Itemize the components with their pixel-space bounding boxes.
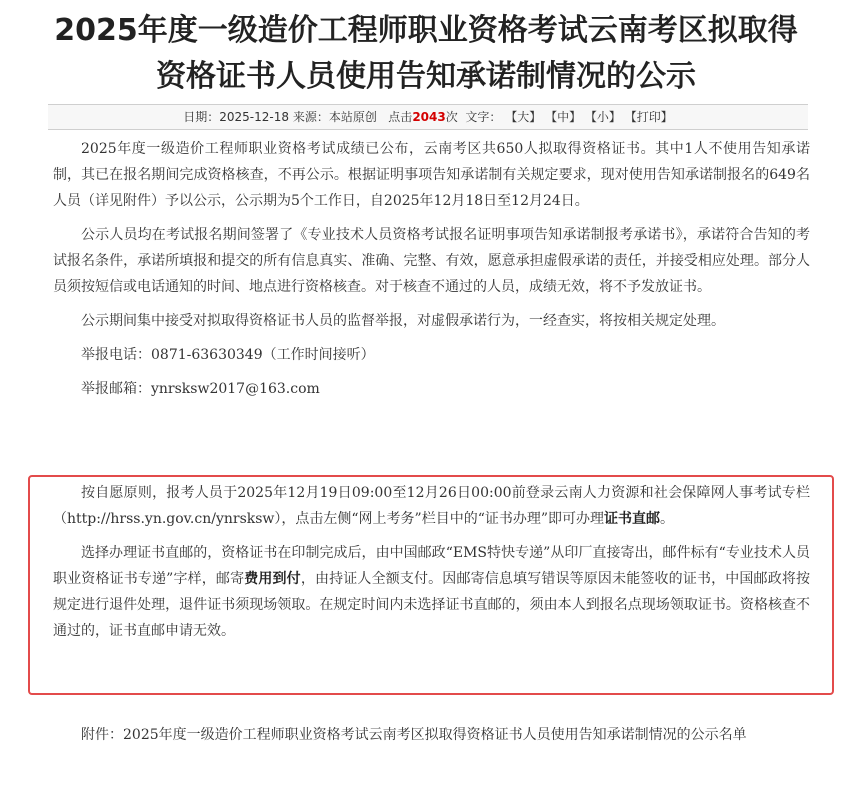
mail-details-text-a: 选择办理证书直邮的，资格证书在印制完成后，由中国邮政“EMS特快专递”从印厂直接寄出，邮件标有“专业技术人员职业资格证书专递”字样，邮寄 bbox=[53, 545, 810, 587]
cert-mail-bold: 证书直邮 bbox=[604, 511, 661, 527]
mail-details-bold: 费用到付 bbox=[244, 571, 301, 587]
cert-mail-end: 。 bbox=[660, 511, 675, 527]
print-button[interactable]: 【打印】 bbox=[624, 110, 673, 124]
highlight-content bbox=[53, 480, 810, 652]
click-count: 2043 bbox=[412, 110, 446, 124]
font-size-label: 文字： bbox=[465, 110, 502, 124]
source-value: 本站原创 bbox=[328, 110, 377, 124]
paragraph-commitment: 公示人员均在考试报名期间签署了《专业技术人员资格考试报名证明事项告知承诺制报考承诺书》，承诺符合告知的考试报名条件，承诺所填报和提交的所有信息真实、准确、完整、有效，愿意承担虚假承诺的责任，并接受相应处理。部分人员须按短信或电话通知的时间、地点进行资格核查。对于核查不通过的人员，成绩无效，将不予发放证书。 bbox=[53, 227, 810, 295]
paragraph-announcement: 2025年度一级造价工程师职业资格考试成绩已公布，云南考区共650人拟取得资格证书。其中1人不使用告知承诺制，其已在报名期间完成资格核查，不再公示。根据证明事项告知承诺制有关规定要求，现对使用告知承诺制报名的649名人员（详见附件）予以公示，公示期为5个工作日，自2025年12月18日至12月24日。 bbox=[53, 141, 810, 209]
clicks-prefix: 点击 bbox=[388, 110, 413, 124]
date-value: 2025-12-18 bbox=[219, 110, 289, 124]
font-large-button[interactable]: 【大】 bbox=[505, 110, 542, 124]
paragraph-supervision: 公示期间集中接受对拟取得资格证书人员的监督举报，对虚假承诺行为，一经查实，将按相关规定处理。 bbox=[81, 313, 725, 329]
clicks-suffix: 次 bbox=[445, 110, 458, 124]
paragraph-certificate-mail bbox=[53, 480, 810, 532]
article-meta-bar bbox=[48, 104, 808, 130]
cert-mail-text: 按自愿原则，报考人员于2025年12月19日09:00至12月26日00:00前登录云南人力资源和社会保障网人事考试专栏（http://hrss.yn.gov.cn/ynrsksw），点击左侧“网上考务”栏目中的“证书办理”即可办理 bbox=[53, 485, 810, 527]
article-title: 2025年度一级造价工程师职业资格考试云南考区拟取得资格证书人员使用告知承诺制情况的公示 bbox=[54, 13, 798, 94]
date-label: 日期： bbox=[183, 110, 220, 124]
article-body bbox=[53, 136, 810, 410]
font-medium-button[interactable]: 【中】 bbox=[545, 110, 582, 124]
attachment-link[interactable]: 附件：2025年度一级造价工程师职业资格考试云南考区拟取得资格证书人员使用告知承诺制情况的公示名单 bbox=[81, 727, 747, 743]
source-label: 来源： bbox=[292, 110, 329, 124]
mail-details-text-b: ，由持证人全额支付。因邮寄信息填写错误等原因未能签收的证书，中国邮政将按规定进行退件处理，退件证书须现场领取。在规定时间内未选择证书直邮的，须由本人到报名点现场领取证书。资格核查不通过的，证书直邮申请无效。 bbox=[53, 571, 810, 639]
font-small-button[interactable]: 【小】 bbox=[584, 110, 621, 124]
report-phone: 举报电话：0871-63630349（工作时间接听） bbox=[81, 347, 375, 363]
report-email: 举报邮箱：ynrsksw2017@163.com bbox=[81, 381, 320, 397]
paragraph-mail-details bbox=[53, 540, 810, 644]
